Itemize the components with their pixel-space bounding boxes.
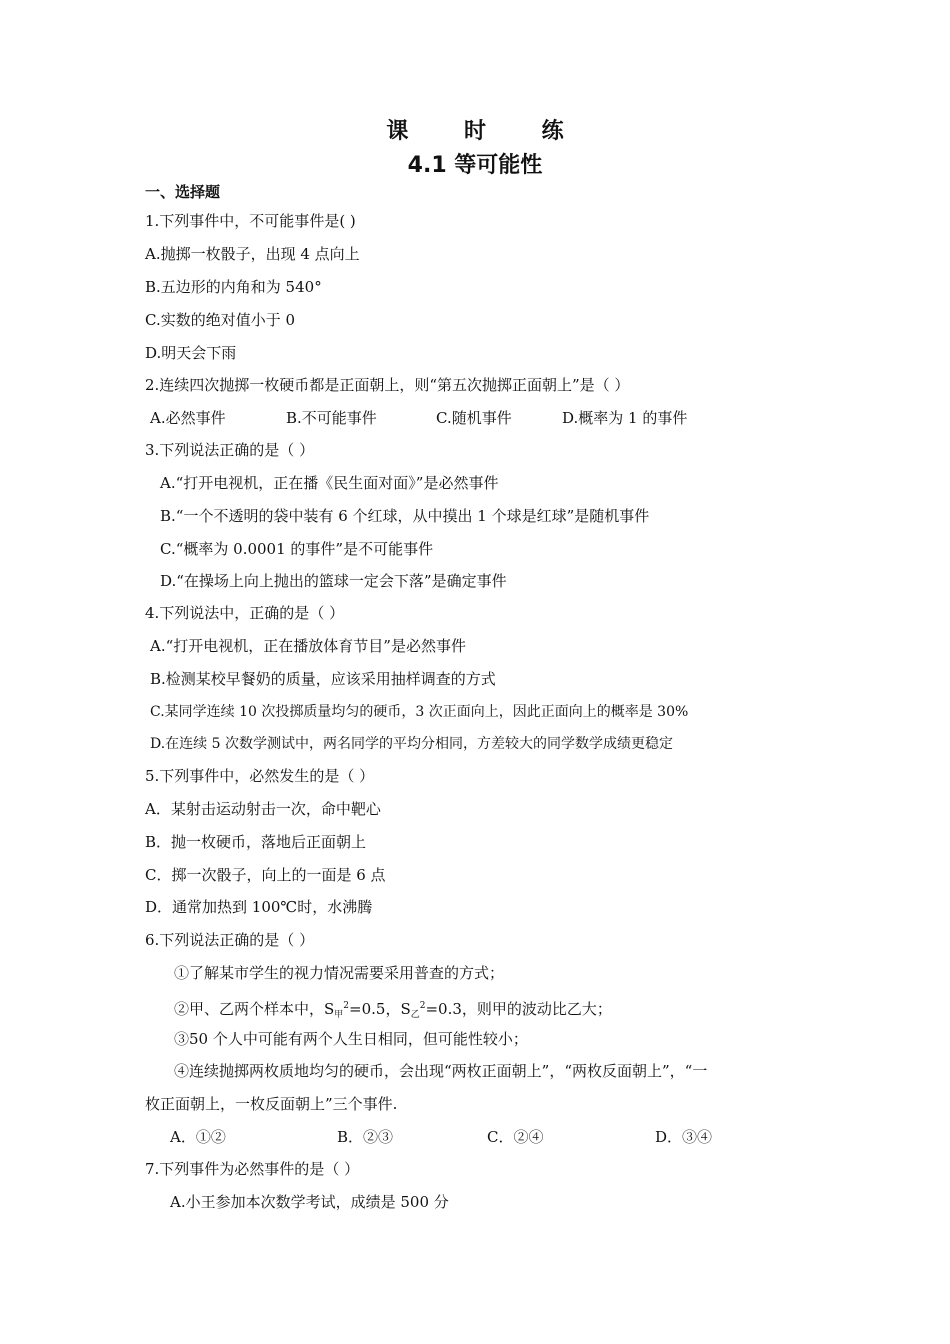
question-6-statement-2: ②甲、乙两个样本中，$S_甲^2=0.5$，$S_乙^2=0.3$，则甲的波动比乙大；: [174, 1000, 612, 1020]
question-4-stem: 4.下列说法中，正确的是（ ）: [145, 604, 345, 622]
question-2-stem: 2.连续四次抛掷一枚硬币都是正面朝上，则“第五次抛掷正面朝上”是（ ）: [145, 376, 630, 394]
question-6-statement-1: ①了解某市学生的视力情况需要采用普查的方式；: [174, 964, 505, 982]
question-2-option-c: C.随机事件: [436, 409, 512, 427]
question-6-stem: 6.下列说法正确的是（ ）: [145, 931, 315, 949]
question-7-stem: 7.下列事件为必然事件的是（ ）: [145, 1160, 360, 1178]
question-6-option-b: B．②③: [337, 1128, 394, 1146]
question-6-statement-4-cont: 枚正面朝上，一枚反面朝上”三个事件.: [145, 1095, 398, 1113]
question-3-option-c: C.“概率为 0.0001 的事件”是不可能事件: [160, 540, 434, 558]
question-6-option-d: D．③④: [655, 1128, 713, 1146]
question-6-option-a: A．①②: [170, 1128, 226, 1146]
question-1-option-d: D.明天会下雨: [145, 344, 237, 362]
question-6-statement-4: ④连续抛掷两枚质地均匀的硬币，会出现“两枚正面朝上”，“两枚反面朝上”，“一: [174, 1062, 708, 1080]
question-5-stem: 5.下列事件中，必然发生的是（ ）: [145, 767, 375, 785]
question-5-option-a: A．某射击运动射击一次，命中靶心: [145, 800, 381, 818]
question-1-stem: 1.下列事件中，不可能事件是( ): [145, 212, 356, 230]
question-5-option-d: D．通常加热到 100℃时，水沸腾: [145, 898, 373, 916]
question-3-option-d: D.“在操场上向上抛出的篮球一定会下落”是确定事件: [160, 572, 507, 590]
question-4-option-b: B.检测某校早餐奶的质量，应该采用抽样调查的方式: [150, 670, 496, 688]
question-1-option-b: B.五边形的内角和为 540°: [145, 278, 322, 296]
section-heading: 一、选择题: [145, 183, 221, 201]
question-3-option-a: A.“打开电视机，正在播《民生面对面》”是必然事件: [160, 474, 499, 492]
question-1-option-c: C.实数的绝对值小于 0: [145, 311, 296, 329]
question-2-option-d: D.概率为 1 的事件: [562, 409, 688, 427]
question-3-stem: 3.下列说法正确的是（ ）: [145, 441, 315, 459]
question-3-option-b: B.“一个不透明的袋中装有 6 个红球，从中摸出 1 个球是红球”是随机事件: [160, 507, 650, 525]
question-6-option-c: C．②④: [487, 1128, 544, 1146]
page-subtitle: 4.1 等可能性: [407, 153, 543, 178]
question-2-option-a: A.必然事件: [150, 409, 226, 427]
question-4-option-a: A.“打开电视机，正在播放体育节目”是必然事件: [150, 637, 466, 655]
question-5-option-c: C．掷一次骰子，向上的一面是 6 点: [145, 866, 386, 884]
question-1-option-a: A.抛掷一枚骰子，出现 4 点向上: [145, 245, 360, 263]
question-5-option-b: B．抛一枚硬币，落地后正面朝上: [145, 833, 367, 851]
question-4-option-d: D.在连续 5 次数学测试中，两名同学的平均分相同，方差较大的同学数学成绩更稳定: [150, 736, 673, 752]
page-title: 课 时 练: [386, 119, 588, 144]
question-2-option-b: B.不可能事件: [286, 409, 377, 427]
question-6-statement-3: ③50 个人中可能有两个人生日相同，但可能性较小；: [174, 1030, 528, 1048]
question-4-option-c: C.某同学连续 10 次投掷质量均匀的硬币，3 次正面向上，因此正面向上的概率是 30%: [150, 704, 689, 720]
question-7-option-a: A.小王参加本次数学考试，成绩是 500 分: [170, 1193, 449, 1211]
